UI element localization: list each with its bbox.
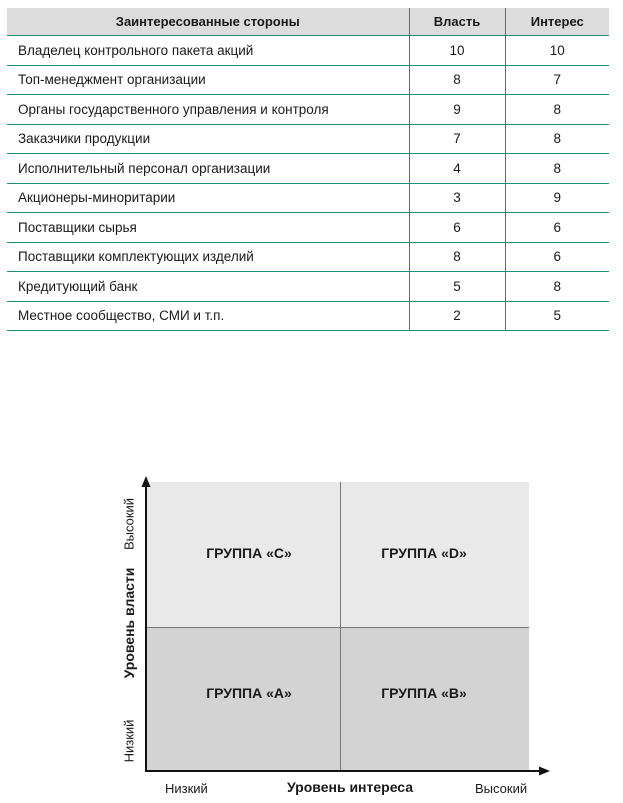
header-stakeholder: Заинтересованные стороны [7, 8, 409, 36]
interest-value-cell: 9 [505, 183, 609, 213]
interest-value-cell: 8 [505, 272, 609, 302]
power-value-cell: 3 [409, 183, 505, 213]
power-value-cell: 2 [409, 301, 505, 331]
stakeholder-name-cell: Топ-менеджмент организации [7, 65, 409, 95]
interest-value-cell: 6 [505, 242, 609, 272]
group-c-label: ГРУППА «С» [206, 545, 292, 561]
power-value-cell: 4 [409, 154, 505, 184]
interest-value-cell: 8 [505, 154, 609, 184]
y-axis-low-label: Низкий [121, 719, 137, 763]
interest-value-cell: 8 [505, 124, 609, 154]
stakeholder-name-cell: Заказчики продукции [7, 124, 409, 154]
stakeholder-name-cell: Органы государственного управления и контроля [7, 95, 409, 125]
x-axis-title: Уровень интереса [287, 779, 414, 795]
interest-value-cell: 10 [505, 36, 609, 66]
power-value-cell: 5 [409, 272, 505, 302]
interest-value-cell: 8 [505, 95, 609, 125]
power-value-cell: 10 [409, 36, 505, 66]
y-axis-arrow-icon [142, 476, 151, 487]
y-axis-title: Уровень власти [121, 567, 137, 679]
x-axis-arrow-icon [539, 767, 550, 776]
header-interest: Интерес [505, 8, 609, 36]
x-axis-high-label: Высокий [475, 781, 528, 796]
stakeholder-name-cell: Поставщики комплектующих изделий [7, 242, 409, 272]
interest-value-cell: 5 [505, 301, 609, 331]
power-value-cell: 8 [409, 65, 505, 95]
group-a-label: ГРУППА «А» [206, 685, 292, 701]
power-value-cell: 8 [409, 242, 505, 272]
group-b-label: ГРУППА «В» [381, 685, 467, 701]
stakeholder-name-cell: Владелец контрольного пакета акций [7, 36, 409, 66]
stakeholder-name-cell: Поставщики сырья [7, 213, 409, 243]
x-axis-low-label: Низкий [165, 781, 208, 796]
interest-value-cell: 7 [505, 65, 609, 95]
power-value-cell: 6 [409, 213, 505, 243]
y-axis-high-label: Высокий [121, 497, 137, 551]
power-value-cell: 9 [409, 95, 505, 125]
stakeholder-name-cell: Акционеры-миноритарии [7, 183, 409, 213]
group-d-label: ГРУППА «D» [381, 545, 467, 561]
power-value-cell: 7 [409, 124, 505, 154]
stakeholder-name-cell: Исполнительный персонал организации [7, 154, 409, 184]
header-power: Власть [409, 8, 505, 36]
stakeholder-name-cell: Кредитующий банк [7, 272, 409, 302]
interest-value-cell: 6 [505, 213, 609, 243]
stakeholder-name-cell: Местное сообщество, СМИ и т.п. [7, 301, 409, 331]
